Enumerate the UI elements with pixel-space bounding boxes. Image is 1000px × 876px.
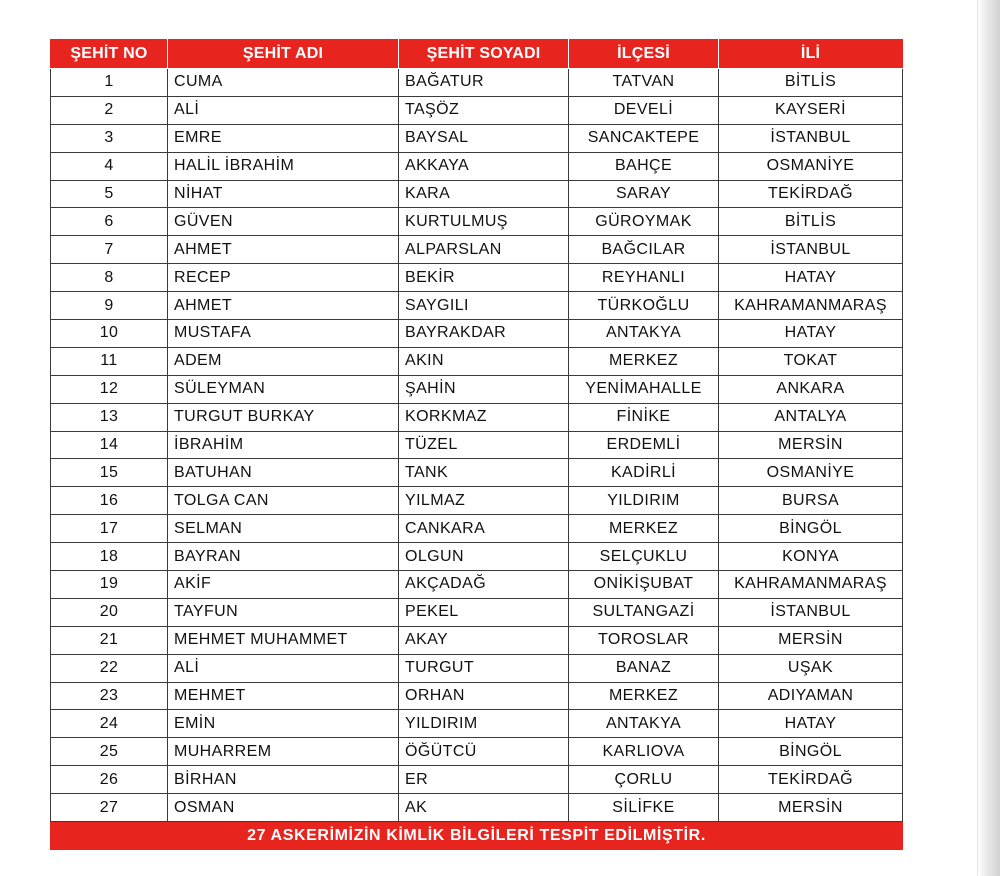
table-row [51, 543, 903, 571]
cell-province: İSTANBUL [719, 124, 903, 152]
page-edge-shadow [978, 0, 1000, 876]
cell-no: 26 [51, 766, 168, 794]
cell-last-name: ALPARSLAN [399, 236, 569, 264]
cell-province: MERSİN [719, 794, 903, 822]
cell-no: 6 [51, 208, 168, 236]
table-row [51, 375, 903, 403]
cell-district: ERDEMLİ [569, 431, 719, 459]
cell-last-name: ŞAHİN [399, 375, 569, 403]
cell-no: 12 [51, 375, 168, 403]
cell-first-name: GÜVEN [168, 208, 399, 236]
cell-province: KAHRAMANMARAŞ [719, 292, 903, 320]
cell-district: ANTAKYA [569, 320, 719, 348]
cell-first-name: TAYFUN [168, 598, 399, 626]
cell-no: 2 [51, 96, 168, 124]
cell-district: MERKEZ [569, 682, 719, 710]
cell-district: GÜROYMAK [569, 208, 719, 236]
cell-district: ANTAKYA [569, 710, 719, 738]
cell-first-name: EMRE [168, 124, 399, 152]
cell-province: HATAY [719, 264, 903, 292]
header-district: İLÇESİ [569, 40, 719, 69]
cell-last-name: YILMAZ [399, 487, 569, 515]
cell-last-name: ER [399, 766, 569, 794]
cell-no: 15 [51, 459, 168, 487]
cell-last-name: OLGUN [399, 543, 569, 571]
cell-province: BİNGÖL [719, 515, 903, 543]
table-row [51, 124, 903, 152]
table-row [51, 236, 903, 264]
cell-no: 8 [51, 264, 168, 292]
cell-province: OSMANİYE [719, 459, 903, 487]
footer-note: 27 ASKERİMİZİN KİMLİK BİLGİLERİ TESPİT EDİLMİŞTİR. [51, 822, 903, 850]
cell-last-name: AKAY [399, 626, 569, 654]
cell-first-name: CUMA [168, 69, 399, 97]
cell-first-name: BATUHAN [168, 459, 399, 487]
cell-first-name: TOLGA CAN [168, 487, 399, 515]
table-row [51, 766, 903, 794]
cell-province: HATAY [719, 710, 903, 738]
header-row [51, 40, 903, 69]
cell-last-name: BEKİR [399, 264, 569, 292]
table-row [51, 487, 903, 515]
cell-district: FİNİKE [569, 403, 719, 431]
cell-district: SANCAKTEPE [569, 124, 719, 152]
cell-no: 14 [51, 431, 168, 459]
cell-last-name: TANK [399, 459, 569, 487]
cell-district: MERKEZ [569, 347, 719, 375]
cell-no: 3 [51, 124, 168, 152]
cell-district: TOROSLAR [569, 626, 719, 654]
table-row [51, 96, 903, 124]
cell-district: SARAY [569, 180, 719, 208]
cell-no: 18 [51, 543, 168, 571]
cell-first-name: MUSTAFA [168, 320, 399, 348]
cell-district: BAĞCILAR [569, 236, 719, 264]
cell-province: ANTALYA [719, 403, 903, 431]
cell-district: BANAZ [569, 654, 719, 682]
table-row [51, 320, 903, 348]
cell-no: 13 [51, 403, 168, 431]
cell-first-name: ADEM [168, 347, 399, 375]
header-first-name: ŞEHİT ADI [168, 40, 399, 69]
cell-last-name: AKÇADAĞ [399, 571, 569, 599]
cell-province: BİTLİS [719, 69, 903, 97]
cell-first-name: AHMET [168, 292, 399, 320]
cell-province: UŞAK [719, 654, 903, 682]
cell-no: 7 [51, 236, 168, 264]
cell-first-name: TURGUT BURKAY [168, 403, 399, 431]
cell-province: BİTLİS [719, 208, 903, 236]
cell-last-name: BAYSAL [399, 124, 569, 152]
cell-province: OSMANİYE [719, 152, 903, 180]
table-row [51, 654, 903, 682]
cell-province: HATAY [719, 320, 903, 348]
table-row [51, 347, 903, 375]
cell-last-name: TURGUT [399, 654, 569, 682]
cell-last-name: KORKMAZ [399, 403, 569, 431]
cell-district: MERKEZ [569, 515, 719, 543]
cell-district: KADİRLİ [569, 459, 719, 487]
table-row [51, 403, 903, 431]
cell-first-name: MEHMET [168, 682, 399, 710]
cell-district: KARLIOVA [569, 738, 719, 766]
header-province: İLİ [719, 40, 903, 69]
table-footer [51, 822, 903, 850]
cell-district: YENİMAHALLE [569, 375, 719, 403]
cell-district: BAHÇE [569, 152, 719, 180]
cell-last-name: YILDIRIM [399, 710, 569, 738]
cell-first-name: SÜLEYMAN [168, 375, 399, 403]
cell-no: 16 [51, 487, 168, 515]
cell-no: 4 [51, 152, 168, 180]
cell-district: SİLİFKE [569, 794, 719, 822]
cell-province: TEKİRDAĞ [719, 180, 903, 208]
table-header [51, 40, 903, 69]
cell-district: TÜRKOĞLU [569, 292, 719, 320]
cell-province: TEKİRDAĞ [719, 766, 903, 794]
cell-district: YILDIRIM [569, 487, 719, 515]
cell-last-name: KARA [399, 180, 569, 208]
cell-province: ANKARA [719, 375, 903, 403]
table-row [51, 571, 903, 599]
cell-no: 11 [51, 347, 168, 375]
cell-first-name: MEHMET MUHAMMET [168, 626, 399, 654]
cell-no: 17 [51, 515, 168, 543]
cell-last-name: AKIN [399, 347, 569, 375]
table-row [51, 459, 903, 487]
cell-no: 19 [51, 571, 168, 599]
cell-last-name: AKKAYA [399, 152, 569, 180]
table-row [51, 292, 903, 320]
cell-no: 24 [51, 710, 168, 738]
cell-no: 9 [51, 292, 168, 320]
cell-first-name: ALİ [168, 96, 399, 124]
cell-first-name: HALİL İBRAHİM [168, 152, 399, 180]
cell-district: TATVAN [569, 69, 719, 97]
footer-row [51, 822, 903, 850]
cell-district: ONİKİŞUBAT [569, 571, 719, 599]
cell-district: REYHANLI [569, 264, 719, 292]
cell-province: KAHRAMANMARAŞ [719, 571, 903, 599]
header-last-name: ŞEHİT SOYADI [399, 40, 569, 69]
cell-no: 1 [51, 69, 168, 97]
cell-no: 21 [51, 626, 168, 654]
cell-province: TOKAT [719, 347, 903, 375]
cell-last-name: BAYRAKDAR [399, 320, 569, 348]
cell-first-name: MUHARREM [168, 738, 399, 766]
cell-no: 5 [51, 180, 168, 208]
cell-first-name: ALİ [168, 654, 399, 682]
cell-last-name: KURTULMUŞ [399, 208, 569, 236]
cell-province: MERSİN [719, 626, 903, 654]
cell-province: BURSA [719, 487, 903, 515]
table-row [51, 682, 903, 710]
table-row [51, 264, 903, 292]
cell-first-name: SELMAN [168, 515, 399, 543]
table-row [51, 152, 903, 180]
cell-district: DEVELİ [569, 96, 719, 124]
table-row [51, 794, 903, 822]
cell-last-name: BAĞATUR [399, 69, 569, 97]
cell-first-name: AKİF [168, 571, 399, 599]
cell-first-name: EMİN [168, 710, 399, 738]
cell-first-name: BAYRAN [168, 543, 399, 571]
table-row [51, 738, 903, 766]
cell-last-name: ÖĞÜTCÜ [399, 738, 569, 766]
cell-first-name: OSMAN [168, 794, 399, 822]
cell-last-name: SAYGILI [399, 292, 569, 320]
cell-province: KONYA [719, 543, 903, 571]
cell-district: SELÇUKLU [569, 543, 719, 571]
table-row [51, 626, 903, 654]
table-row [51, 208, 903, 236]
cell-last-name: AK [399, 794, 569, 822]
cell-last-name: PEKEL [399, 598, 569, 626]
cell-no: 23 [51, 682, 168, 710]
cell-district: SULTANGAZİ [569, 598, 719, 626]
cell-no: 10 [51, 320, 168, 348]
cell-first-name: İBRAHİM [168, 431, 399, 459]
table-row [51, 598, 903, 626]
cell-first-name: RECEP [168, 264, 399, 292]
cell-province: KAYSERİ [719, 96, 903, 124]
cell-last-name: CANKARA [399, 515, 569, 543]
cell-no: 27 [51, 794, 168, 822]
table-body [51, 69, 903, 822]
cell-first-name: AHMET [168, 236, 399, 264]
cell-province: MERSİN [719, 431, 903, 459]
martyrs-table [50, 39, 903, 850]
cell-district: ÇORLU [569, 766, 719, 794]
cell-no: 20 [51, 598, 168, 626]
cell-province: ADIYAMAN [719, 682, 903, 710]
cell-no: 25 [51, 738, 168, 766]
cell-province: BİNGÖL [719, 738, 903, 766]
cell-no: 22 [51, 654, 168, 682]
cell-province: İSTANBUL [719, 236, 903, 264]
header-no: ŞEHİT NO [51, 40, 168, 69]
table-row [51, 69, 903, 97]
cell-first-name: BİRHAN [168, 766, 399, 794]
cell-last-name: TÜZEL [399, 431, 569, 459]
cell-first-name: NİHAT [168, 180, 399, 208]
table-row [51, 180, 903, 208]
table-row [51, 431, 903, 459]
cell-province: İSTANBUL [719, 598, 903, 626]
table-row [51, 515, 903, 543]
table-row [51, 710, 903, 738]
cell-last-name: ORHAN [399, 682, 569, 710]
cell-last-name: TAŞÖZ [399, 96, 569, 124]
